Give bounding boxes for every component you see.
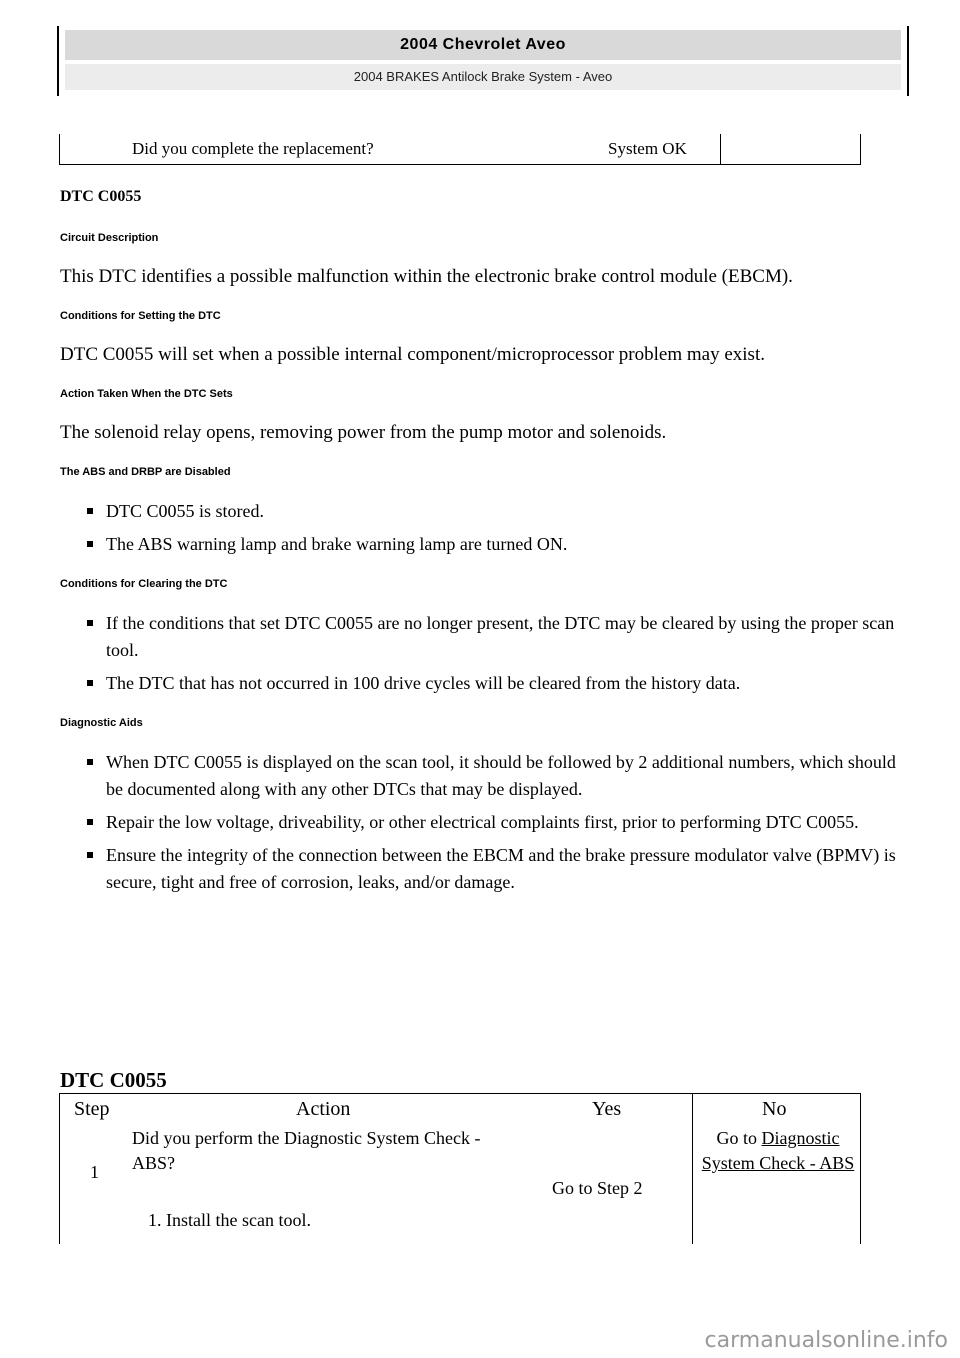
list-item-text: The DTC that has not occurred in 100 drive cycles will be cleared from the history data. <box>106 673 741 693</box>
page-header <box>57 26 909 96</box>
disabled-list <box>60 498 905 558</box>
bullet-icon <box>87 759 93 765</box>
bullet-icon <box>87 541 93 547</box>
column-header-step: Step <box>74 1098 110 1120</box>
list-item <box>106 670 905 697</box>
step-no <box>696 1126 860 1176</box>
action-taken-heading: Action Taken When the DTC Sets <box>60 388 233 400</box>
dtc-heading: DTC C0055 <box>60 188 142 205</box>
diagnostic-aids-heading: Diagnostic Aids <box>60 717 143 729</box>
column-header-action: Action <box>296 1098 351 1120</box>
list-item <box>106 749 905 803</box>
column-header-yes: Yes <box>592 1098 622 1120</box>
diagnostic-aids-list <box>60 749 905 896</box>
bullet-icon <box>87 508 93 514</box>
setting-conditions-heading: Conditions for Setting the DTC <box>60 310 221 322</box>
site-watermark: carmanualsonline.info <box>704 1328 948 1353</box>
document-body <box>60 188 905 916</box>
list-item-text: Repair the low voltage, driveability, or other electrical complaints first, prior to performing DTC C0055. <box>106 812 859 832</box>
list-item <box>106 498 905 525</box>
list-item <box>106 809 905 836</box>
table-question: Did you complete the replacement? <box>132 139 374 158</box>
step-action: Did you perform the Diagnostic System Check - ABS? <box>132 1128 481 1173</box>
list-item-text: The ABS warning lamp and brake warning lamp are turned ON. <box>106 534 568 554</box>
bullet-icon <box>87 819 93 825</box>
document-title: 2004 Chevrolet Aveo <box>65 30 901 60</box>
setting-conditions-text: DTC C0055 will set when a possible internal component/microprocessor problem may exist. <box>60 344 765 365</box>
clearing-conditions-heading: Conditions for Clearing the DTC <box>60 578 228 590</box>
step-yes: Go to Step 2 <box>552 1178 643 1198</box>
document-subtitle: 2004 BRAKES Antilock Brake System - Aveo <box>65 64 901 90</box>
table-divider <box>720 134 721 164</box>
dtc-table <box>59 1093 861 1244</box>
step-action-substep: 1. Install the scan tool. <box>148 1210 311 1230</box>
table-yes-value: System OK <box>608 139 687 158</box>
disabled-heading: The ABS and DRBP are Disabled <box>60 466 231 478</box>
previous-table-row <box>59 134 861 165</box>
bullet-icon <box>87 852 93 858</box>
diagnostic-system-check-link[interactable]: Diagnostic System Check - ABS <box>701 1128 855 1173</box>
list-item <box>106 531 905 558</box>
list-item <box>106 842 905 896</box>
list-item-text: If the conditions that set DTC C0055 are no longer present, the DTC may be cleared by using the proper scan tool. <box>106 613 895 660</box>
list-item-text: Ensure the integrity of the connection between the EBCM and the brake pressure modulator valve (BPMV) is secure, tight and free of corrosion, leaks, and/or damage. <box>106 845 896 892</box>
action-taken-text: The solenoid relay opens, removing power from the pump motor and solenoids. <box>60 422 667 443</box>
step-no-prefix: Go to <box>716 1128 762 1148</box>
bullet-icon <box>87 680 93 686</box>
clearing-list <box>60 610 905 697</box>
dtc-table-title: DTC C0055 <box>60 1068 167 1092</box>
list-item <box>106 610 905 664</box>
step-number: 1 <box>90 1162 99 1182</box>
circuit-description-heading: Circuit Description <box>60 232 159 244</box>
circuit-description-text: This DTC identifies a possible malfunction within the electronic brake control module (EBCM). <box>60 266 793 287</box>
list-item-text: When DTC C0055 is displayed on the scan tool, it should be followed by 2 additional numbers, which should be documented along with any other DTCs that may be displayed. <box>106 752 896 799</box>
list-item-text: DTC C0055 is stored. <box>106 501 265 521</box>
bullet-icon <box>87 620 93 626</box>
column-header-no: No <box>762 1098 787 1120</box>
table-divider <box>692 1094 693 1244</box>
